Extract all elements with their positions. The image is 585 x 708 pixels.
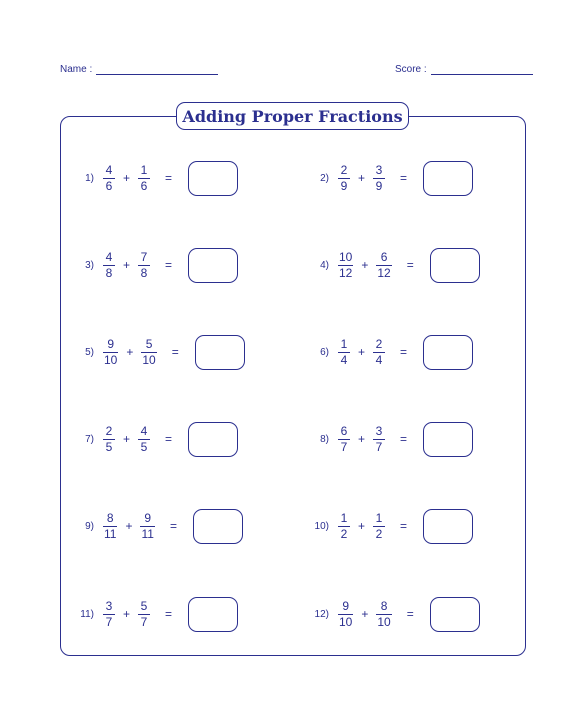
fraction-a [103,338,118,367]
denominator: 2 [375,526,383,541]
numerator: 3 [375,162,383,177]
denominator: 4 [340,352,348,367]
denominator: 6 [105,178,113,193]
plus-sign: + [358,345,366,359]
problem-number: 4) [320,259,329,271]
fraction-b [373,512,385,541]
denominator: 4 [375,352,383,367]
denominator: 10 [339,614,353,629]
equals-sign: = [406,258,414,272]
denominator: 6 [140,178,148,193]
numerator: 6 [380,249,388,264]
denominator: 10 [104,352,118,367]
problem-number: 2) [320,172,329,184]
denominator: 7 [340,439,348,454]
numerator: 10 [339,249,353,264]
numerator: 2 [375,336,383,351]
numerator: 2 [105,423,113,438]
fraction-b [141,338,156,367]
denominator: 11 [104,526,117,541]
denominator: 9 [340,178,348,193]
problem-4 [301,245,541,285]
name-line[interactable] [96,63,218,75]
numerator: 8 [106,510,114,525]
numerator: 1 [375,510,383,525]
fraction-a [103,425,115,454]
problem-number: 6) [320,346,329,358]
numerator: 3 [375,423,383,438]
numerator: 9 [107,336,115,351]
problem-6 [301,332,541,372]
numerator: 9 [144,510,152,525]
answer-box[interactable] [430,248,480,283]
fraction-a [103,251,115,280]
numerator: 2 [340,162,348,177]
fraction-a [103,164,115,193]
fraction-b [140,512,154,541]
problem-11 [66,594,306,634]
fraction-b [376,600,391,629]
problem-3 [66,245,306,285]
problem-2 [301,158,541,198]
denominator: 7 [375,439,383,454]
plus-sign: + [125,519,133,533]
numerator: 4 [105,162,113,177]
problem-10 [301,506,541,546]
fraction-a [103,512,117,541]
fraction-a [103,600,115,629]
answer-box[interactable] [188,161,238,196]
problem-number: 5) [85,346,94,358]
fraction-b [138,164,150,193]
denominator: 12 [339,265,353,280]
plus-sign: + [123,432,131,446]
name-label: Name : [60,64,93,75]
numerator: 1 [340,510,348,525]
fraction-b [376,251,391,280]
plus-sign: + [358,432,366,446]
problem-number: 1) [85,172,94,184]
plus-sign: + [123,258,131,272]
problem-7 [66,419,306,459]
answer-box[interactable] [423,422,473,457]
numerator: 7 [140,249,148,264]
fraction-b [138,251,150,280]
plus-sign: + [123,171,131,185]
fraction-b [373,338,385,367]
equals-sign: = [400,432,408,446]
denominator: 10 [142,352,156,367]
denominator: 5 [140,439,148,454]
denominator: 12 [377,265,391,280]
problem-9 [66,506,306,546]
denominator: 7 [140,614,148,629]
answer-box[interactable] [195,335,245,370]
numerator: 1 [340,336,348,351]
equals-sign: = [406,607,414,621]
answer-box[interactable] [430,597,480,632]
numerator: 5 [145,336,153,351]
answer-box[interactable] [423,161,473,196]
plus-sign: + [123,607,131,621]
problem-number: 3) [85,259,94,271]
plus-sign: + [358,171,366,185]
problem-1 [66,158,306,198]
plus-sign: + [361,258,369,272]
equals-sign: = [169,519,177,533]
answer-box[interactable] [193,509,243,544]
problem-number: 8) [320,433,329,445]
answer-box[interactable] [188,248,238,283]
denominator: 8 [105,265,113,280]
denominator: 11 [141,526,154,541]
equals-sign: = [400,171,408,185]
problem-12 [301,594,541,634]
numerator: 6 [340,423,348,438]
score-field [395,63,533,75]
numerator: 1 [140,162,148,177]
numerator: 8 [380,598,388,613]
problem-number: 10) [314,520,329,532]
worksheet-title: Adding Proper Fractions [176,102,409,130]
answer-box[interactable] [188,597,238,632]
denominator: 5 [105,439,113,454]
fraction-a [338,164,350,193]
equals-sign: = [165,607,173,621]
equals-sign: = [165,258,173,272]
problem-8 [301,419,541,459]
denominator: 7 [105,614,113,629]
answer-box[interactable] [188,422,238,457]
fraction-b [373,164,385,193]
answer-box[interactable] [423,335,473,370]
plus-sign: + [361,607,369,621]
score-line[interactable] [431,63,533,75]
numerator: 4 [140,423,148,438]
equals-sign: = [165,171,173,185]
problem-number: 12) [314,608,329,620]
denominator: 9 [375,178,383,193]
plus-sign: + [358,519,366,533]
problem-number: 9) [85,520,94,532]
denominator: 10 [377,614,391,629]
equals-sign: = [400,345,408,359]
numerator: 9 [342,598,350,613]
problem-number: 11) [80,608,94,620]
fraction-b [138,600,150,629]
equals-sign: = [171,345,179,359]
answer-box[interactable] [423,509,473,544]
fraction-b [138,425,150,454]
problem-5 [66,332,306,372]
fraction-a [338,251,353,280]
denominator: 8 [140,265,148,280]
fraction-a [338,600,353,629]
fraction-a [338,338,350,367]
name-field [60,63,218,75]
problem-number: 7) [85,433,94,445]
denominator: 2 [340,526,348,541]
equals-sign: = [400,519,408,533]
fraction-a [338,425,350,454]
numerator: 4 [105,249,113,264]
equals-sign: = [165,432,173,446]
numerator: 5 [140,598,148,613]
fraction-b [373,425,385,454]
fraction-a [338,512,350,541]
numerator: 3 [105,598,113,613]
score-label: Score : [395,64,427,75]
plus-sign: + [126,345,134,359]
